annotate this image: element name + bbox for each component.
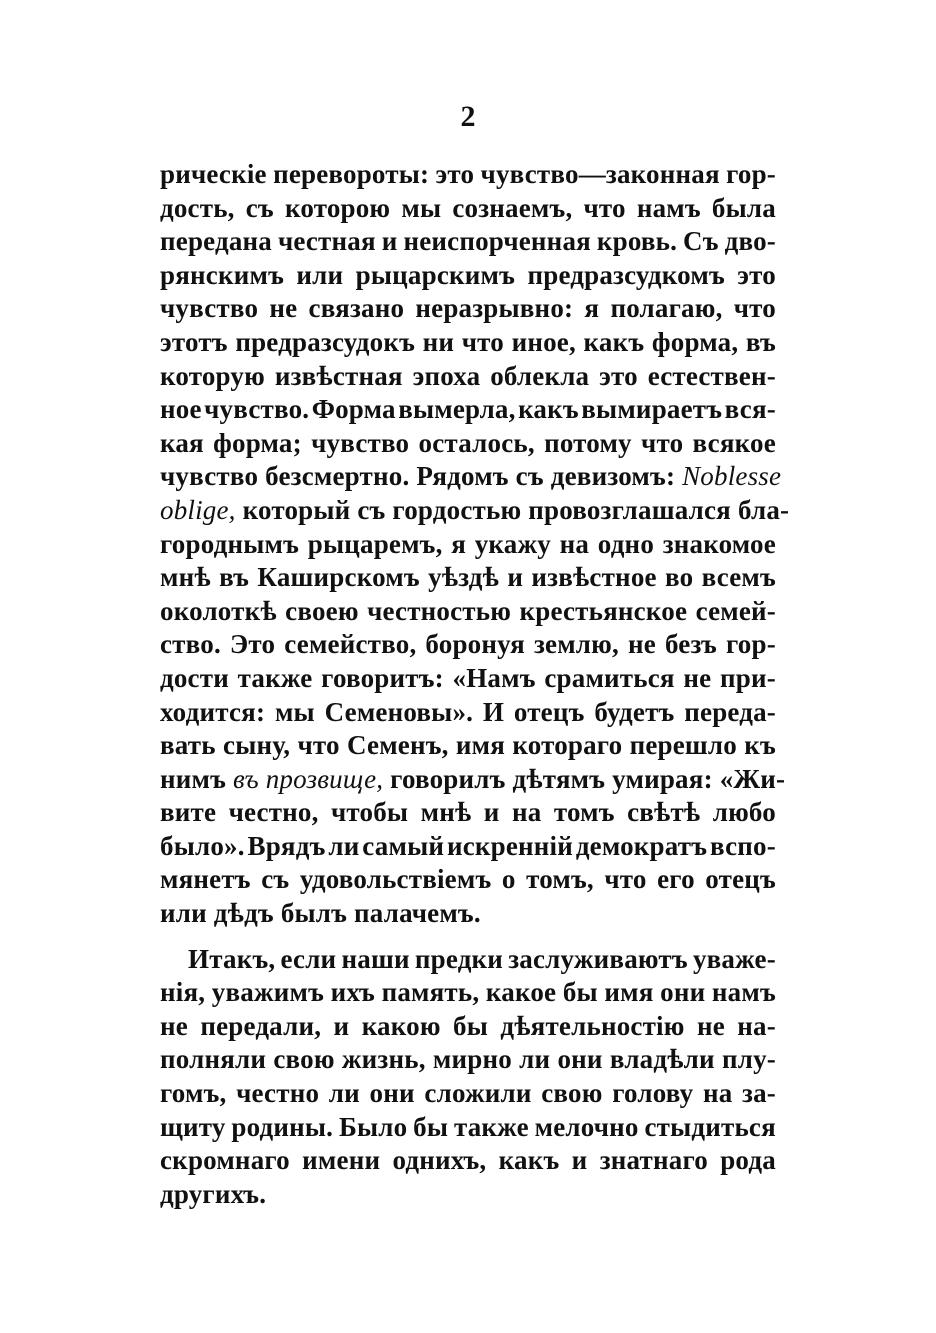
word: демократъ	[575, 830, 708, 861]
word: знатнаго	[599, 1145, 708, 1176]
word: ходится:	[160, 696, 266, 727]
paragraph-2	[160, 943, 776, 1212]
word: что	[733, 293, 776, 324]
word: ли	[328, 1078, 360, 1109]
word: Каширскомъ	[257, 562, 420, 593]
word: срамиться	[544, 662, 675, 693]
text-line	[160, 393, 776, 427]
word: отецъ	[513, 696, 585, 727]
word: вспо-	[710, 830, 776, 861]
word: однихъ,	[392, 1145, 487, 1176]
word: или	[296, 259, 344, 290]
italic-phrase: Noblesse	[682, 461, 782, 492]
word: переда-	[684, 696, 776, 727]
word: имени	[302, 1145, 381, 1176]
word: перевороты:	[273, 159, 430, 189]
word: ли	[328, 830, 360, 861]
text-segment: нимъ	[160, 763, 233, 794]
word: перешло	[629, 730, 737, 761]
word: самый	[362, 830, 445, 861]
word: искренній	[446, 830, 574, 861]
word: было».	[160, 830, 245, 861]
word: мянетъ	[160, 864, 251, 895]
word: своею	[285, 595, 359, 626]
word: бы	[562, 977, 598, 1008]
word: которою	[284, 192, 391, 223]
text-line	[160, 494, 790, 528]
word: вымерла,	[398, 394, 516, 425]
word: неразрывно:	[415, 293, 574, 324]
text-line	[160, 1144, 776, 1178]
word: голову	[612, 1078, 694, 1109]
text-line	[160, 943, 776, 977]
word: что	[583, 192, 626, 223]
text-line	[160, 1111, 776, 1145]
word: была	[711, 192, 776, 223]
text-line	[160, 830, 776, 864]
word: ни	[422, 326, 455, 357]
word: что	[604, 864, 647, 895]
body-text	[160, 158, 790, 1211]
word: семейство,	[284, 629, 417, 660]
text-line	[160, 528, 776, 562]
word: плу-	[721, 1044, 776, 1075]
word: Съ	[683, 226, 719, 257]
word: и	[381, 226, 398, 257]
word: вите	[160, 797, 217, 828]
word: какъ	[518, 394, 579, 425]
word: уважимъ	[211, 977, 325, 1008]
word: что	[297, 730, 340, 761]
paragraph-1	[160, 158, 790, 931]
word: я	[451, 528, 467, 559]
text-line	[160, 225, 776, 259]
word: мнѣ	[420, 797, 472, 828]
word: на	[559, 528, 590, 559]
word: и	[483, 797, 500, 828]
word: мирно	[432, 1044, 512, 1075]
text-line	[160, 326, 776, 360]
word: И	[482, 696, 505, 727]
word: передали,	[200, 1010, 322, 1041]
word: сыну,	[223, 730, 291, 761]
word: ли	[519, 1044, 551, 1075]
text-line	[160, 763, 786, 797]
text-line	[160, 628, 776, 662]
word: и	[333, 1010, 350, 1041]
word: дость,	[160, 192, 235, 223]
text-line	[160, 1077, 776, 1111]
word: полагаю,	[610, 293, 723, 324]
word: стыдиться	[644, 1111, 776, 1142]
page-number: 2	[460, 100, 476, 133]
word: вся-	[724, 394, 776, 425]
text-line	[160, 1010, 776, 1044]
text-line	[160, 192, 776, 226]
word: это	[737, 259, 776, 290]
word: «Намъ	[452, 662, 536, 693]
italic-phrase: въ прозвище,	[233, 763, 384, 794]
word: извѣстное	[531, 562, 657, 593]
word: не	[160, 1010, 188, 1041]
word: котораго	[512, 730, 623, 761]
word: рыцаремъ,	[307, 528, 443, 559]
word: съ	[261, 864, 290, 895]
word: мы	[274, 696, 315, 727]
word: уваже-	[692, 943, 776, 974]
word: и	[507, 562, 524, 593]
word: за-	[742, 1078, 776, 1109]
word: чувство.	[204, 394, 310, 425]
word: всемъ	[701, 562, 776, 593]
word: городнымъ	[160, 528, 300, 559]
word: гомъ,	[160, 1078, 227, 1109]
word: не	[627, 629, 656, 660]
word: связано	[308, 293, 405, 324]
word: какою	[361, 1010, 441, 1041]
word: предки	[414, 943, 504, 974]
text-line	[160, 158, 776, 192]
word: мнѣ	[160, 562, 211, 593]
word: форма;	[213, 427, 302, 458]
word: Семенъ,	[346, 730, 449, 761]
word: ство.	[160, 629, 221, 660]
word: Было	[338, 1111, 408, 1142]
text-line	[160, 976, 776, 1010]
word: мы	[401, 192, 442, 223]
word: о	[501, 864, 516, 895]
word: владѣли	[609, 1044, 715, 1075]
word: это	[599, 360, 638, 391]
word: на	[702, 1078, 733, 1109]
word: дѣятельностію	[500, 1010, 685, 1041]
word: къ	[744, 730, 776, 761]
word: вымираетъ	[581, 394, 723, 425]
text-line	[160, 561, 776, 595]
word: семей-	[695, 595, 776, 626]
word: уѣздѣ	[428, 562, 500, 593]
word: бы	[413, 1111, 449, 1142]
word: свою	[273, 1044, 335, 1075]
word: облекла	[490, 360, 590, 391]
word: чувство—законная	[480, 159, 720, 189]
word: также	[453, 1111, 529, 1142]
word: говоритъ:	[321, 662, 444, 693]
word: родины.	[231, 1111, 334, 1142]
word: свою	[541, 1078, 603, 1109]
word: неиспорченная	[403, 226, 591, 257]
word: кая	[160, 427, 204, 458]
word: въ	[219, 562, 250, 593]
word: имя	[455, 730, 506, 761]
word: честно	[236, 1078, 320, 1109]
word: какъ	[498, 1145, 560, 1176]
word: отецъ	[705, 864, 776, 895]
word: иное,	[511, 326, 576, 357]
word: это	[435, 159, 475, 189]
word: при-	[720, 662, 776, 693]
word: наши	[341, 943, 410, 974]
word: томъ	[553, 797, 615, 828]
word: я	[584, 293, 600, 324]
word: съ	[245, 192, 274, 223]
italic-phrase: oblige,	[160, 494, 236, 525]
word: укажу	[474, 528, 551, 559]
word: рода	[720, 1145, 776, 1176]
word: Врядъ	[247, 830, 326, 861]
word: щиту	[160, 1111, 226, 1142]
word: что	[641, 427, 684, 458]
word: и	[571, 1145, 588, 1176]
word: мелочно	[534, 1111, 639, 1142]
word: Итакъ,	[188, 943, 276, 974]
word: также	[237, 662, 313, 693]
word: сознаемъ,	[452, 192, 573, 223]
word: честностью	[367, 595, 512, 626]
word: память,	[381, 977, 480, 1008]
word: крестьянское	[519, 595, 688, 626]
word: не	[269, 293, 298, 324]
text-segment: который съ гордостью провозглашался бла-	[235, 494, 790, 525]
word: въ	[745, 326, 776, 357]
word: его	[657, 864, 695, 895]
word: не	[683, 662, 712, 693]
word: сложили	[424, 1078, 532, 1109]
word: рическіе	[160, 159, 267, 189]
text-line	[160, 662, 776, 696]
word: рянскимъ	[160, 259, 285, 290]
word: безъ	[664, 629, 717, 660]
text-line	[160, 460, 782, 494]
word: они	[660, 977, 706, 1008]
word: ихъ	[330, 977, 375, 1008]
word: любо	[712, 797, 776, 828]
word: не	[696, 1010, 725, 1041]
text-line	[160, 595, 776, 629]
word: они	[557, 1044, 603, 1075]
word: предразсудокъ	[235, 326, 416, 357]
word: землю,	[533, 629, 619, 660]
word: одно	[597, 528, 655, 559]
word: что	[461, 326, 504, 357]
text-line	[160, 863, 776, 897]
word: удовольствіемъ	[299, 864, 492, 895]
word: будетъ	[594, 696, 675, 727]
word: гор-	[726, 159, 776, 189]
text-line	[160, 427, 776, 461]
word: намъ	[711, 977, 776, 1008]
word: которую	[160, 360, 265, 391]
word: чувство	[311, 427, 410, 458]
text-line	[160, 729, 776, 763]
word: кровь.	[596, 226, 678, 257]
word: честно,	[228, 797, 319, 828]
text-segment: чувство безсмертно. Рядомъ съ девизомъ:	[160, 461, 683, 492]
word: Форма	[311, 394, 396, 425]
word: скромнаго	[160, 1145, 290, 1176]
word: эпоха	[412, 360, 481, 391]
text-segment: говорилъ дѣтямъ умирая: «Жи-	[383, 763, 786, 794]
word: на	[511, 797, 542, 828]
word: дости	[160, 662, 229, 693]
word: передана	[160, 226, 272, 257]
word: они	[369, 1078, 415, 1109]
word: форма,	[651, 326, 739, 357]
word: знакомое	[662, 528, 776, 559]
word: осталось,	[418, 427, 535, 458]
word: боронуя	[425, 629, 525, 660]
word: естествен-	[647, 360, 776, 391]
text-line	[160, 259, 776, 293]
word: рыцарскимъ	[355, 259, 516, 290]
word: томъ,	[526, 864, 594, 895]
word: Семеновы».	[324, 696, 474, 727]
word: свѣтѣ	[627, 797, 701, 828]
word: бы	[453, 1010, 489, 1041]
word: предразсудкомъ	[527, 259, 725, 290]
word: всякое	[692, 427, 776, 458]
word: полняли	[160, 1044, 267, 1075]
word: чтобы	[331, 797, 409, 828]
word: дво-	[724, 226, 776, 257]
text-line	[160, 360, 776, 394]
word: имя	[604, 977, 654, 1008]
word: Это	[229, 629, 276, 660]
word: гор-	[726, 629, 776, 660]
word: на-	[737, 1010, 776, 1041]
word: какъ	[583, 326, 645, 357]
word: честная	[277, 226, 376, 257]
word: околоткѣ	[160, 595, 277, 626]
word: вать	[160, 730, 216, 761]
word: ное	[160, 394, 202, 425]
word: заслуживаютъ	[508, 943, 688, 974]
word: чувство	[160, 293, 259, 324]
text-line: или дѣдъ былъ палачемъ.	[160, 898, 481, 929]
word: нія,	[160, 977, 206, 1008]
text-line	[160, 292, 776, 326]
word: если	[280, 943, 337, 974]
word: извѣстная	[274, 360, 403, 391]
word: потому	[544, 427, 632, 458]
text-line	[160, 1043, 776, 1077]
text-line	[160, 796, 776, 830]
word: жизнь,	[341, 1044, 426, 1075]
word: этотъ	[160, 326, 228, 357]
word: во	[665, 562, 694, 593]
word: намъ	[636, 192, 701, 223]
text-line: другихъ.	[160, 1178, 267, 1209]
text-line	[160, 696, 776, 730]
word: какое	[485, 977, 557, 1008]
